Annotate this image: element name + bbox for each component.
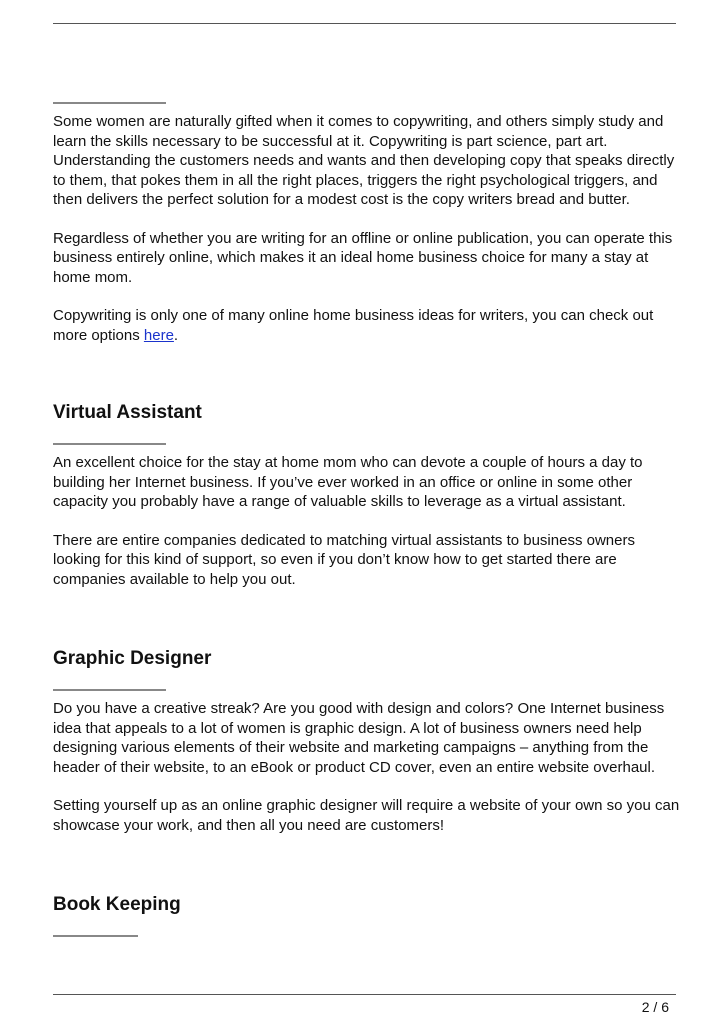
section-heading-graphic-designer: Graphic Designer [53, 648, 212, 669]
separator-line: ———————— [53, 681, 165, 698]
intro-paragraph-3-text: Copywriting is only one of many online home business ideas for writers, you can check out more options [53, 307, 654, 344]
intro-paragraph-3 [53, 306, 683, 345]
graphic-designer-paragraph-1: Do you have a creative streak? Are you good with design and colors? One Internet business idea that appeals to a lot of women is graphic design. A lot of business owners need help designing various elements of their website and marketing campaigns – anything from the header of their website, to an eBook or product CD cover, even an entire website overhaul. [53, 700, 665, 776]
virtual-assistant-paragraph-1: An excellent choice for the stay at home mom who can devote a couple of hours a day to building her Internet business. If you’ve ever worked in an office or online in some other capacity you probably have a range of valuable skills to leverage as a virtual assistant. [53, 454, 643, 510]
virtual-assistant-paragraph-2: There are entire companies dedicated to matching virtual assistants to business owners looking for this kind of support, so even if you don’t know how to get started there are companies available to help you out. [53, 531, 635, 588]
graphic-designer-paragraph-2: Setting yourself up as an online graphic designer will require a website of your own so you can showcase your work, and then all you need are customers! [53, 797, 680, 834]
intro-paragraph-3-end: . [173, 326, 179, 344]
more-options-link[interactable]: here [143, 326, 174, 344]
intro-paragraph-2: Regardless of whether you are writing for an offline or online publication, you can operate this business entirely online, which makes it an ideal home business choice for many a stay at home mom. [53, 229, 673, 286]
intro-paragraph-1: Some women are naturally gifted when it comes to copywriting, and others simply study and learn the skills necessary to be successful at it. Copywriting is part science, part art. Understanding the customers needs and wants and then developing copy that speaks directly to them, that pokes them in all the right places, triggers the right psychological triggers, and then delivers the perfect solution for a modest cost is the copy writers bread and butter. [53, 113, 675, 208]
page-number: 2 / 6 [641, 999, 669, 1015]
separator-line: ———————— [53, 94, 165, 111]
page-content [53, 94, 683, 945]
section-heading-book-keeping: Book Keeping [53, 894, 181, 915]
separator-line-short: —————— [53, 927, 137, 944]
header-rule [53, 23, 676, 24]
footer-rule [53, 994, 676, 995]
separator-line: ———————— [53, 435, 165, 452]
section-heading-virtual-assistant: Virtual Assistant [53, 402, 202, 423]
